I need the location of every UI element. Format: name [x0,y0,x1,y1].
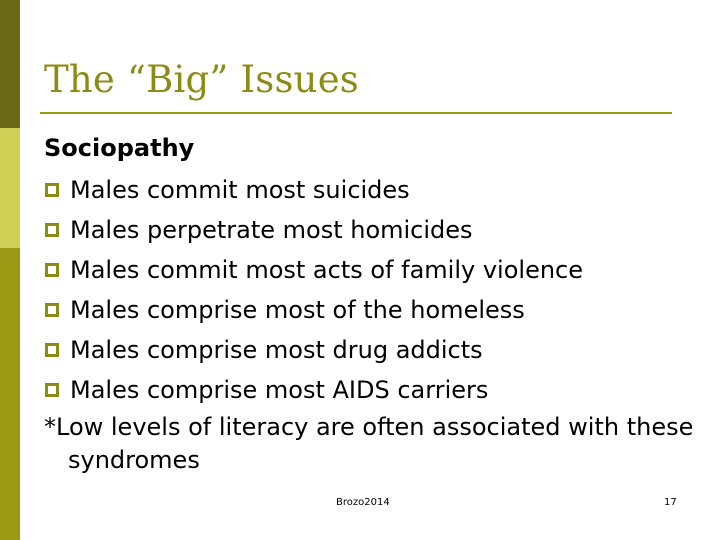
list-item [44,250,704,290]
hollow-square-bullet-icon [45,263,59,277]
slide-title: The “Big” Issues [44,58,359,101]
list-item-text: Males commit most suicides [70,176,410,204]
list-item-text: Males comprise most AIDS carriers [70,376,489,404]
list-item [44,370,704,410]
list-item-text: Males comprise most of the homeless [70,296,525,324]
footnote: *Low levels of literacy are often associated with these syndromes [44,413,694,474]
slide-content [44,130,704,477]
side-bar-top [0,0,20,128]
page-number: 17 [664,497,677,508]
list-item [44,210,704,250]
footer-author: Brozo2014 [336,497,390,508]
hollow-square-bullet-icon [45,223,59,237]
list-item [44,290,704,330]
section-heading: Sociopathy [44,134,195,162]
list-item-text: Males commit most acts of family violence [70,256,583,284]
title-divider [40,112,672,114]
list-item [44,170,704,210]
hollow-square-bullet-icon [45,303,59,317]
list-item-text: Males comprise most drug addicts [70,336,483,364]
hollow-square-bullet-icon [45,383,59,397]
side-bar-bottom [0,248,20,540]
side-bar-middle [0,128,20,248]
list-item-text: Males perpetrate most homicides [70,216,473,244]
hollow-square-bullet-icon [45,183,59,197]
hollow-square-bullet-icon [45,343,59,357]
bullet-list [44,170,704,410]
list-item [44,330,704,370]
